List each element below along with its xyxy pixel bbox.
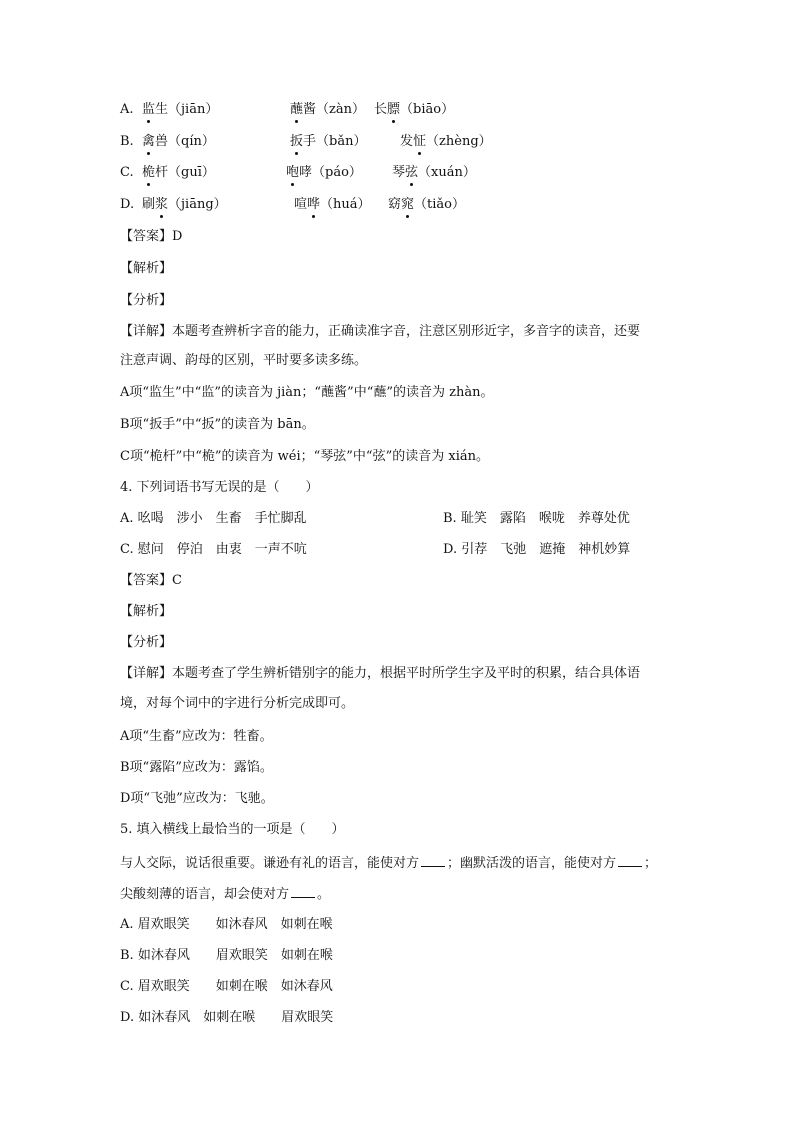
option-letter: A. [120,102,134,117]
emphasized-character: 膘 [387,100,400,120]
q4-stem: 4. 下列词语书写无误的是（ ） [120,480,319,495]
option-letter: B. [120,134,134,149]
q4-jiexi-heading: 【解析】 [120,604,173,619]
q3-option-c [120,163,620,183]
q5-blank-2 [618,852,642,867]
q3-note-b: B项“扳手”中“扳”的读音为 bān。 [120,417,315,432]
q3-option-d [120,195,620,215]
word-item [392,163,476,183]
q3-option-a [120,100,620,120]
word-prefix: 发 [400,134,414,149]
word-suffix: （tiǎo） [414,197,465,212]
word-item [374,100,454,120]
q5-text-1a: 与人交际，说话很重要。谦逊有礼的语言，能使对方 [120,856,420,871]
word-item [388,195,465,215]
word-item [294,195,371,215]
q4-detail-line-2: 境，对每个词中的字进行分析完成即可。 [120,696,355,711]
emphasized-character: 窕 [401,195,414,215]
word-item [142,100,218,120]
word-suffix: 生（jiān） [155,102,219,117]
word-suffix: （biāo） [400,102,455,117]
q3-answer: 【答案】D [120,229,183,244]
q4-note-b: B项“露陷”应改为：露馅。 [120,760,273,775]
word-item [286,163,362,183]
q4-note-d: D项“飞弛”应改为：飞驰。 [120,791,274,806]
q4-detail-line-1: 【详解】本题考查了学生辨析错别字的能力，根据平时所学生字及平时的积累，结合具体语 [120,666,641,681]
q4-option-b: B. 耻笑 露陷 喉咙 养尊处优 [443,511,630,526]
word-item [142,132,215,152]
word-prefix: 琴 [392,165,406,180]
word-suffix: （huá） [320,197,371,212]
emphasized-character: 弦 [405,163,418,183]
emphasized-character: 扳 [290,132,303,152]
q3-fenxi-heading: 【分析】 [120,293,173,308]
q5-blank-1 [421,852,445,867]
emphasized-character: 蘸 [290,100,303,120]
q5-text-2a: 尖酸刻薄的语言，却会使对方 [120,887,290,902]
q5-text-line-1 [120,852,657,874]
option-letter: D. [120,197,135,212]
q3-note-c: C项“桅杆”中“桅”的读音为 wéi；“琴弦”中“弦”的读音为 xián。 [120,449,489,464]
word-suffix: 酱（zàn） [303,102,365,117]
q3-detail-line-1: 【详解】本题考查辨析字音的能力，正确读准字音，注意区别形近字，多音字的读音，还要 [120,324,641,339]
q3-jiexi-heading: 【解析】 [120,261,173,276]
emphasized-character: 哗 [307,195,320,215]
q3-option-b [120,132,620,152]
emphasized-character: 怔 [413,132,426,152]
word-item [400,132,492,152]
word-suffix: （jiāng） [168,197,227,212]
word-suffix: （xuán） [418,165,476,180]
q5-stem: 5. 填入横线上最恰当的一项是（ ） [120,822,345,837]
q4-option-a: A. 吆喝 涉小 生畜 手忙脚乱 [120,511,307,526]
emphasized-character: 浆 [155,195,168,215]
q3-note-a: A项“监生”中“监”的读音为 jiàn；“蘸酱”中“蘸”的读音为 zhàn。 [120,385,494,400]
emphasized-character: 禽 [142,132,155,152]
word-prefix: 窈 [388,197,402,212]
word-prefix: 喧 [294,197,308,212]
q3-detail-line-2: 注意声调、韵母的区别，平时要多读多练。 [120,353,368,368]
word-suffix: 杆（guī） [155,165,215,180]
q5-option-b: B. 如沐春风 眉欢眼笑 如刺在喉 [120,948,333,963]
word-suffix: （zhèng） [426,134,492,149]
q5-text-1b: ；幽默活泼的语言，能使对方 [447,856,617,871]
word-suffix: 哮（páo） [299,165,362,180]
q4-fenxi-heading: 【分析】 [120,635,173,650]
q5-option-d: D. 如沐春风 如刺在喉 眉欢眼笑 [120,1010,334,1025]
word-suffix: 兽（qín） [155,134,215,149]
q4-answer: 【答案】C [120,573,182,588]
q4-option-d: D. 引荐 飞弛 遮掩 神机妙算 [443,542,631,557]
q5-text-2b: 。 [317,887,331,902]
emphasized-character: 监 [142,100,155,120]
word-item [290,132,366,152]
emphasized-character: 咆 [286,163,299,183]
emphasized-character: 桅 [142,163,155,183]
q4-note-a: A项“生畜”应改为：牲畜。 [120,729,273,744]
q5-text-line-2 [120,883,330,905]
q4-option-c: C. 慰问 停泊 由衷 一声不吭 [120,542,307,557]
q5-blank-3 [291,883,315,898]
option-letter: C. [120,165,134,180]
word-item [142,163,215,183]
word-item [290,100,365,120]
word-item [142,195,227,215]
q5-option-a: A. 眉欢眼笑 如沐春风 如刺在喉 [120,917,333,932]
word-suffix: 手（bǎn） [303,134,367,149]
q5-text-1c: ； [644,856,658,871]
q5-option-c: C. 眉欢眼笑 如刺在喉 如沐春风 [120,979,333,994]
word-prefix: 刷 [142,197,156,212]
word-prefix: 长 [374,102,388,117]
